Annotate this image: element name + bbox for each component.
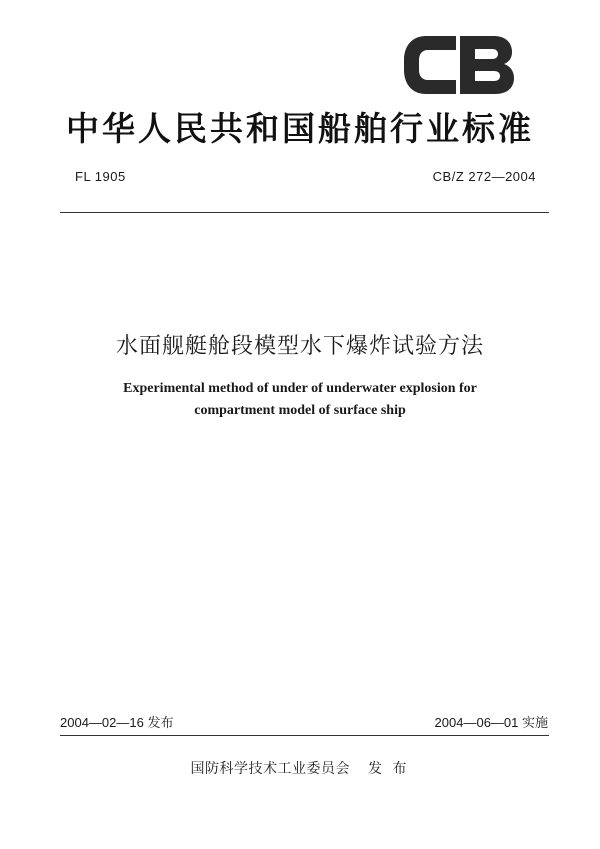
standard-number: CB/Z 272—2004	[432, 169, 536, 184]
issuer-name: 国防科学技术工业委员会	[190, 761, 351, 777]
header-divider	[60, 212, 549, 213]
document-title-english-line-2: compartment model of surface ship	[194, 403, 406, 418]
footer-divider	[60, 735, 549, 736]
cb-logo	[398, 30, 520, 100]
document-title-english	[0, 378, 600, 422]
classification-code: FL 1905	[75, 169, 126, 184]
document-title-chinese: 水面舰艇舱段模型水下爆炸试验方法	[115, 334, 484, 359]
standard-title: 中华人民共和国船舶行业标准	[66, 109, 534, 148]
issue-date: 2004—02—16 发布	[60, 715, 174, 730]
issuer-action: 发 布	[368, 761, 410, 777]
cb-logo-mark	[398, 30, 520, 100]
document-title-english-line-1: Experimental method of under of underwater explosion for	[123, 381, 477, 396]
issuer-line	[0, 758, 600, 778]
implementation-date: 2004—06—01 实施	[434, 715, 548, 730]
